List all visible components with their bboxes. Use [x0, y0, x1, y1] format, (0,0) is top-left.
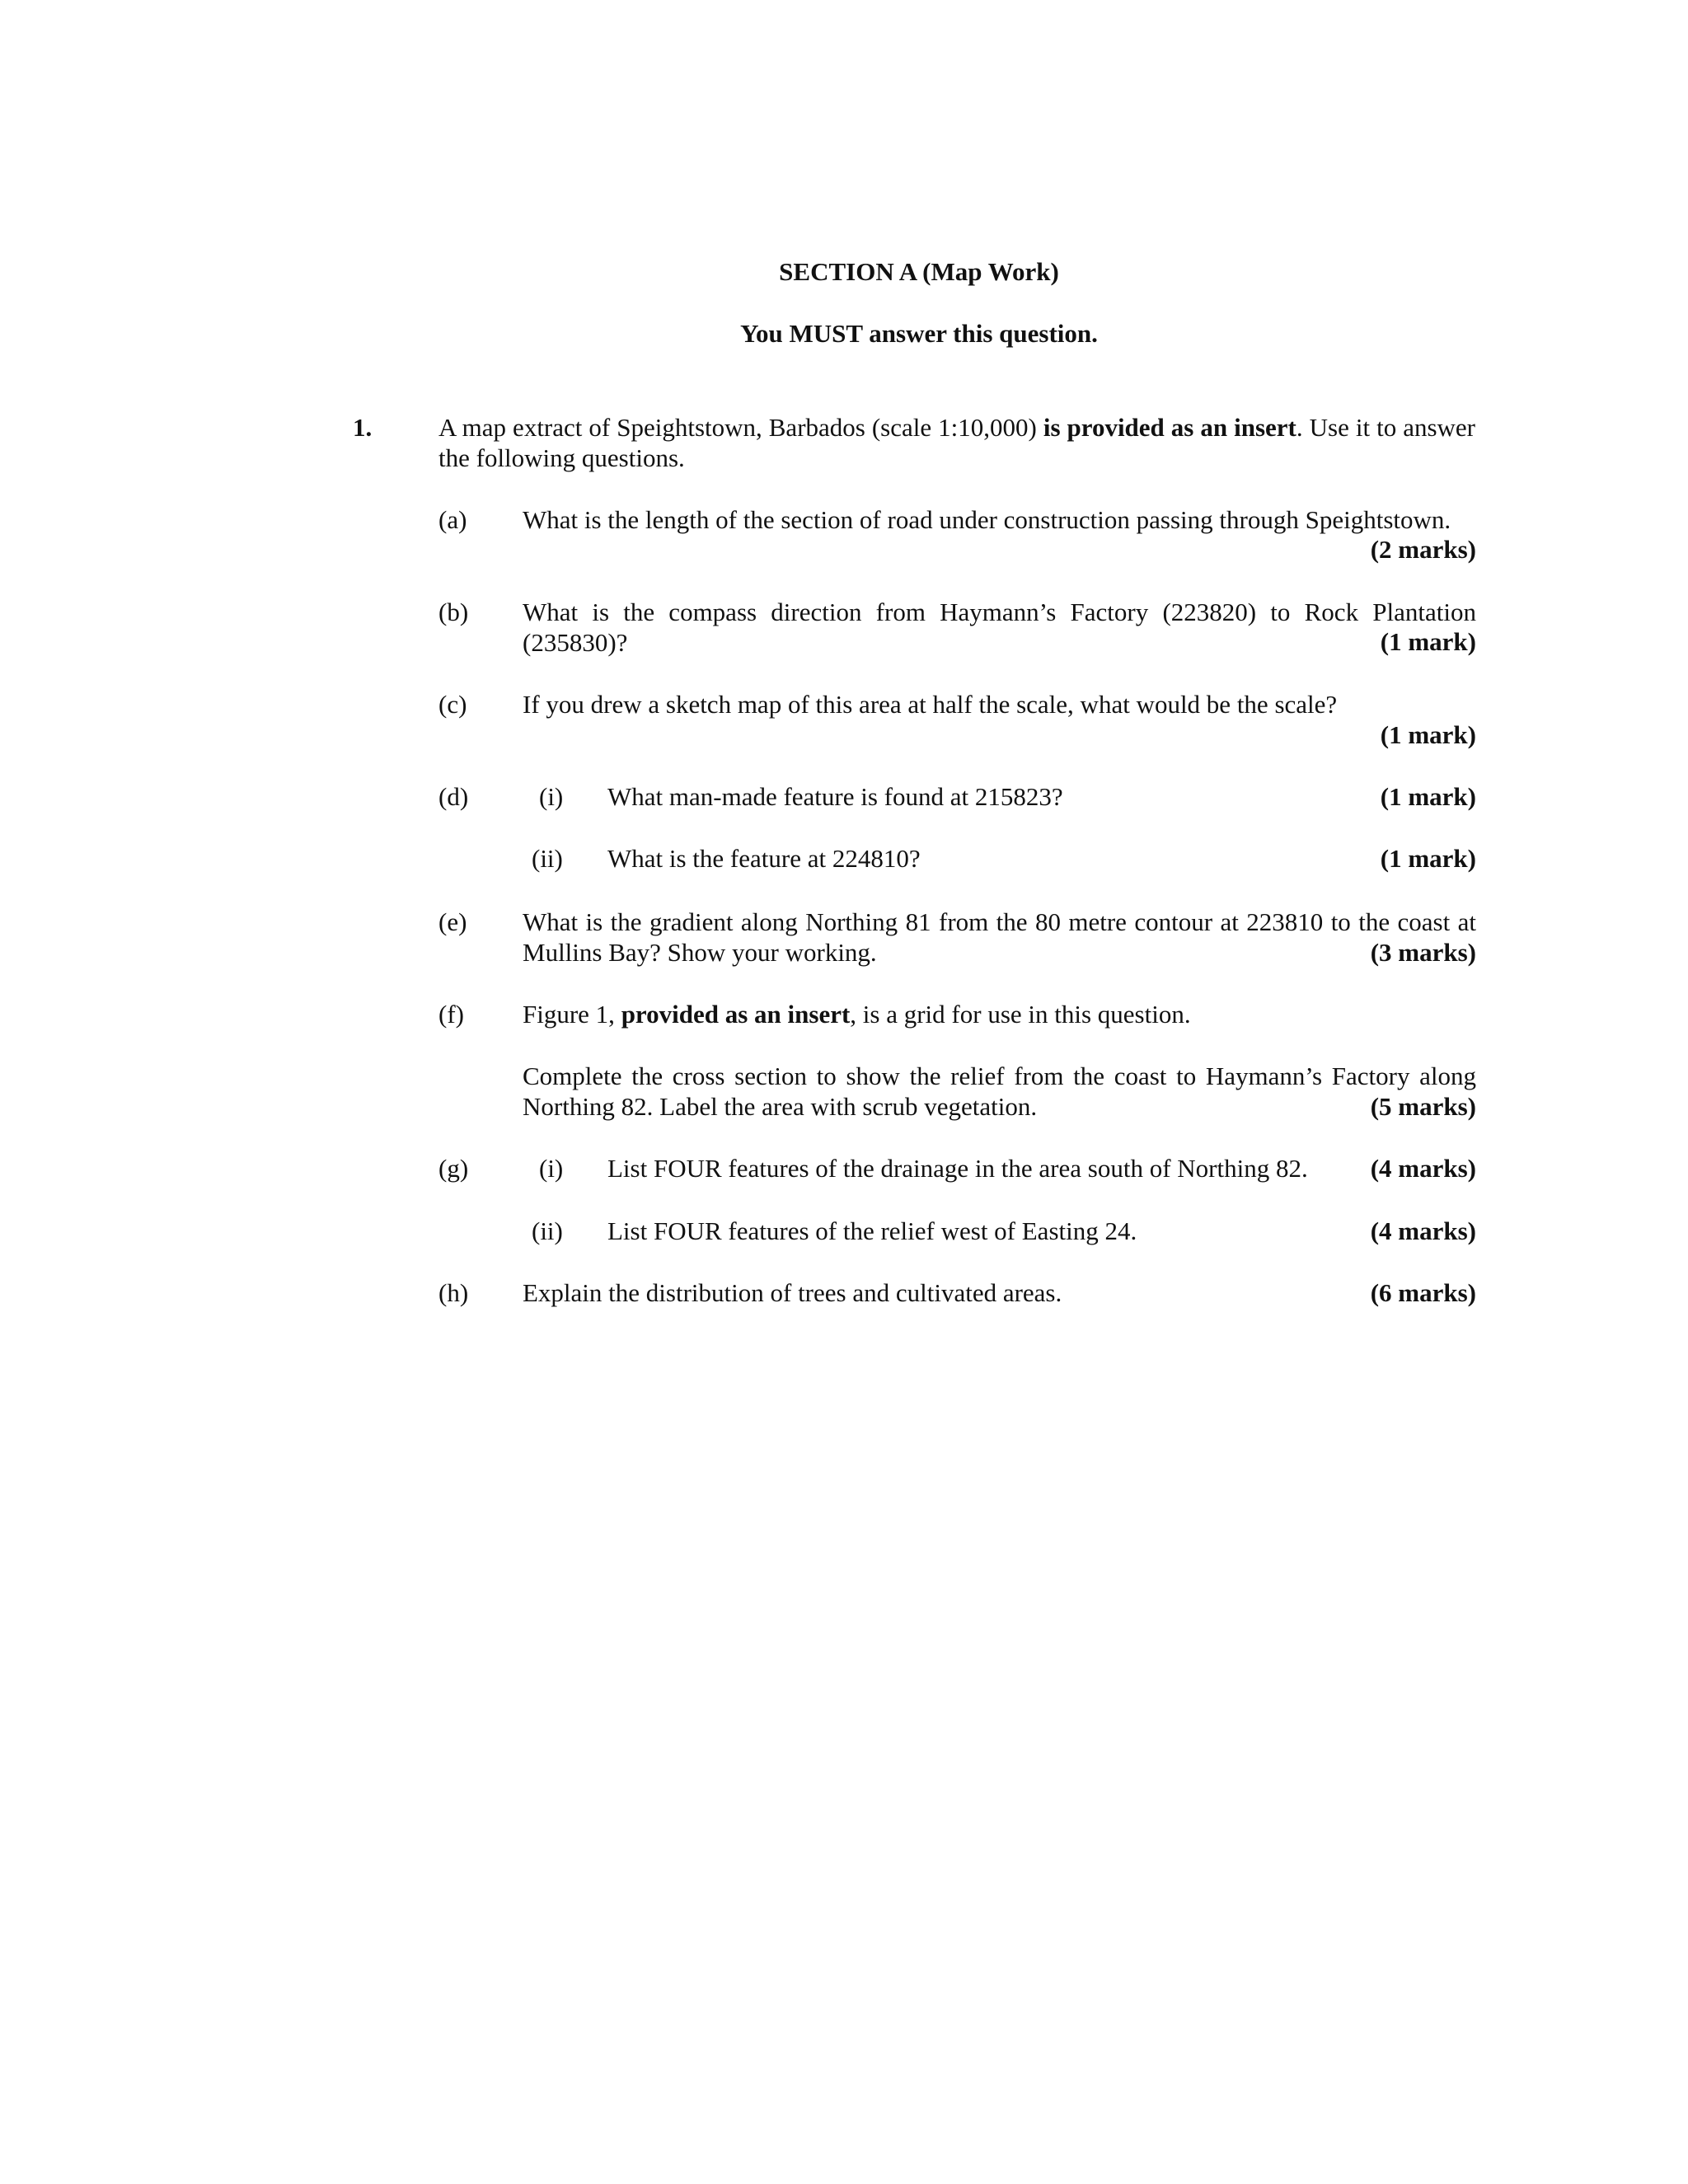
part-b-marks: (1 mark) — [1380, 627, 1476, 656]
part-e-label: (e) — [438, 907, 467, 936]
part-f-label: (f) — [438, 1000, 464, 1029]
part-f-bold: provided as an insert — [621, 1000, 851, 1029]
part-h-text: Explain the distribution of trees and cultivated areas. — [523, 1278, 1062, 1307]
section-title: SECTION A (Map Work) — [779, 257, 1059, 286]
part-g-i-text: List FOUR features of the drainage in the area south of Northing 82. — [607, 1154, 1308, 1183]
part-g-label: (g) — [438, 1154, 469, 1183]
instruction: You MUST answer this question. — [740, 319, 1098, 348]
part-g-ii-label: (ii) — [532, 1216, 563, 1245]
part-g-i-marks: (4 marks) — [1370, 1154, 1476, 1183]
part-b-text: What is the compass direction from Haymann’s Factory (223820) to Rock Plantation (235830)? — [523, 598, 1476, 657]
part-c-text: If you drew a sketch map of this area at half the scale, what would be the scale? — [523, 690, 1338, 719]
part-f-text-2: , is a grid for use in this question. — [850, 1000, 1191, 1029]
part-d-ii-marks: (1 mark) — [1380, 844, 1476, 873]
part-f-text2: Complete the cross section to show the relief from the coast to Haymann’s Factory along Northing 82. Label the area with scrub vegetation. — [523, 1062, 1476, 1121]
intro-text-1: A map extract of Speightstown, Barbados (scale 1:10,000) — [438, 413, 1043, 442]
question-intro — [438, 412, 1475, 473]
part-d-i-text: What man-made feature is found at 215823? — [607, 782, 1063, 811]
part-e-text: What is the gradient along Northing 81 from the 80 metre contour at 223810 to the coast at Mullins Bay? Show your working. — [523, 907, 1476, 967]
part-h-marks: (6 marks) — [1370, 1278, 1476, 1307]
part-g-ii-marks: (4 marks) — [1370, 1216, 1476, 1245]
part-g-i-label: (i) — [539, 1154, 564, 1183]
part-b-label: (b) — [438, 598, 469, 626]
part-a-marks: (2 marks) — [1370, 535, 1476, 564]
part-h-label: (h) — [438, 1278, 469, 1307]
part-d-label: (d) — [438, 782, 469, 811]
part-c-marks: (1 mark) — [1380, 720, 1476, 749]
part-e-marks: (3 marks) — [1370, 938, 1476, 967]
part-g-ii-text: List FOUR features of the relief west of Easting 24. — [607, 1216, 1137, 1245]
intro-bold: is provided as an insert — [1043, 413, 1296, 442]
part-d-ii-label: (ii) — [532, 844, 563, 873]
part-d-i-marks: (1 mark) — [1380, 782, 1476, 811]
part-f-text-1: Figure 1, — [523, 1000, 621, 1029]
part-c-label: (c) — [438, 690, 467, 719]
part-f-text — [523, 999, 1191, 1029]
part-d-ii-text: What is the feature at 224810? — [607, 844, 921, 873]
part-a-label: (a) — [438, 505, 467, 534]
part-a-text: What is the length of the section of road under construction passing through Speightstown. — [523, 505, 1451, 534]
part-f-marks: (5 marks) — [1370, 1092, 1476, 1121]
question-number: 1. — [353, 413, 373, 442]
intro-text-2: . Use it to answer the following questions. — [438, 413, 1475, 472]
part-d-i-label: (i) — [539, 782, 564, 811]
